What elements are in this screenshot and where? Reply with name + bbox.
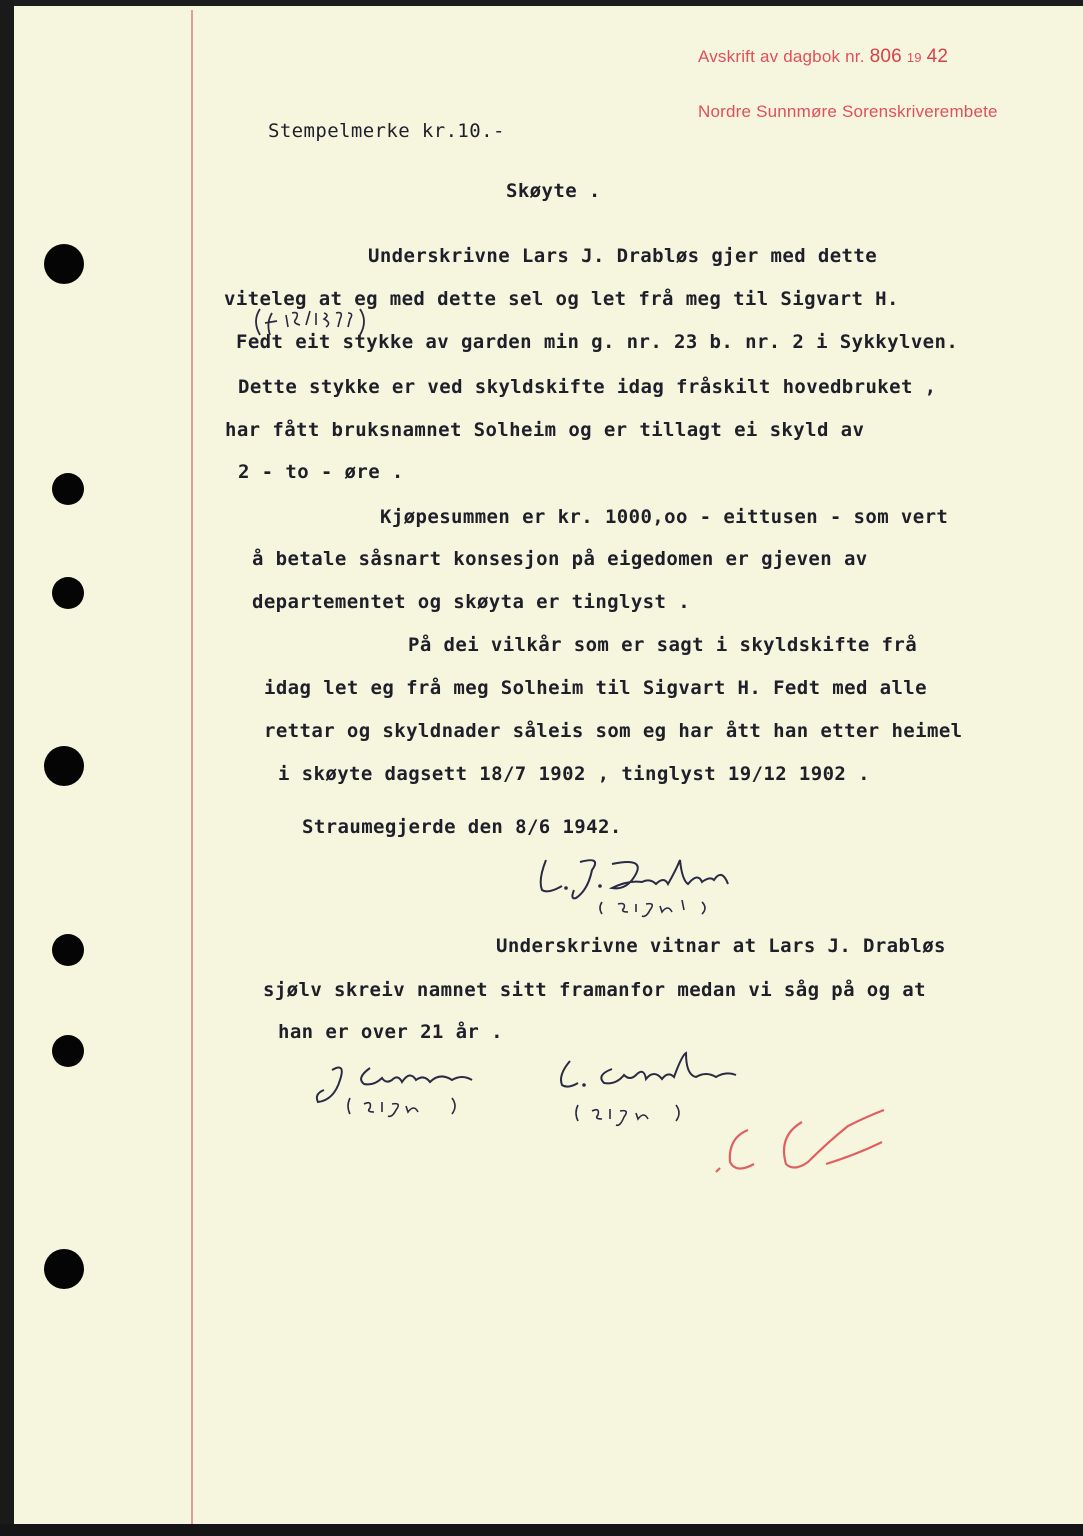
body-line-8: å betale såsnart konsesjon på eigedomen er gjeven av — [252, 548, 868, 570]
red-initials — [708, 1102, 908, 1182]
body-line-12: rettar og skyldnader såleis som eg har ått han etter heimel — [264, 720, 963, 742]
punch-hole-7 — [44, 1249, 84, 1289]
year-prefix: 19 — [906, 50, 922, 65]
body-line-11: idag let eg frå meg Solheim til Sigvart H. Fedt med alle — [264, 677, 927, 699]
witness-line-2: sjølv skreiv namnet sitt framanfor medan vi såg på og at — [263, 979, 926, 1001]
handwritten-birthdate — [250, 305, 370, 341]
body-line-13: i skøyte dagsett 18/7 1902 , tinglyst 19/12 1902 . — [278, 763, 870, 785]
seller-signature — [532, 850, 752, 920]
body-line-10: På dei vilkår som er sagt i skyldskifte frå — [408, 634, 918, 656]
witness1-signature — [312, 1050, 492, 1120]
scan-edge-left — [0, 0, 14, 1536]
year-suffix: 42 — [926, 46, 949, 67]
registration-stamp-line2: Nordre Sunnmøre Sorenskriverembete — [698, 102, 998, 121]
body-line-4: Dette stykke er ved skyldskifte idag fråskilt hovedbruket , — [238, 376, 937, 398]
punch-hole-4 — [44, 746, 84, 786]
scan-edge-top — [0, 0, 1083, 6]
body-line-2: viteleg at eg med dette sel og let frå meg til Sigvart H. — [224, 288, 899, 310]
margin-line — [191, 10, 193, 1524]
body-line-1: Underskrivne Lars J. Drabløs gjer med dette — [368, 245, 878, 267]
body-line-9: departementet og skøyta er tinglyst . — [252, 591, 691, 613]
dagbok-number: 806 — [869, 46, 902, 67]
punch-hole-6 — [52, 1035, 84, 1067]
scan-edge-bottom — [0, 1524, 1083, 1536]
registration-stamp-line1 — [698, 46, 948, 68]
punch-hole-1 — [44, 244, 84, 284]
place-date-line: Straumegjerde den 8/6 1942. — [302, 816, 622, 838]
punch-hole-3 — [52, 577, 84, 609]
stempelmerke: Stempelmerke kr.10.- — [268, 120, 505, 142]
body-line-7: Kjøpesummen er kr. 1000,oo - eittusen - som vert — [380, 506, 949, 528]
body-line-6: 2 - to - øre . — [238, 461, 404, 483]
body-line-5: har fått bruksnamnet Solheim og er tillagt ei skyld av — [225, 419, 865, 441]
body-line-3: Fedt eit stykke av garden min g. nr. 23 b. nr. 2 i Sykkylven. — [236, 331, 959, 353]
document-title: Skøyte . — [506, 180, 601, 202]
witness-line-1: Underskrivne vitnar at Lars J. Drabløs — [496, 935, 946, 957]
stamp-prefix: Avskrift av dagbok nr. — [698, 47, 865, 66]
punch-hole-5 — [52, 934, 84, 966]
witness-line-3: han er over 21 år . — [278, 1021, 503, 1043]
punch-hole-2 — [52, 473, 84, 505]
